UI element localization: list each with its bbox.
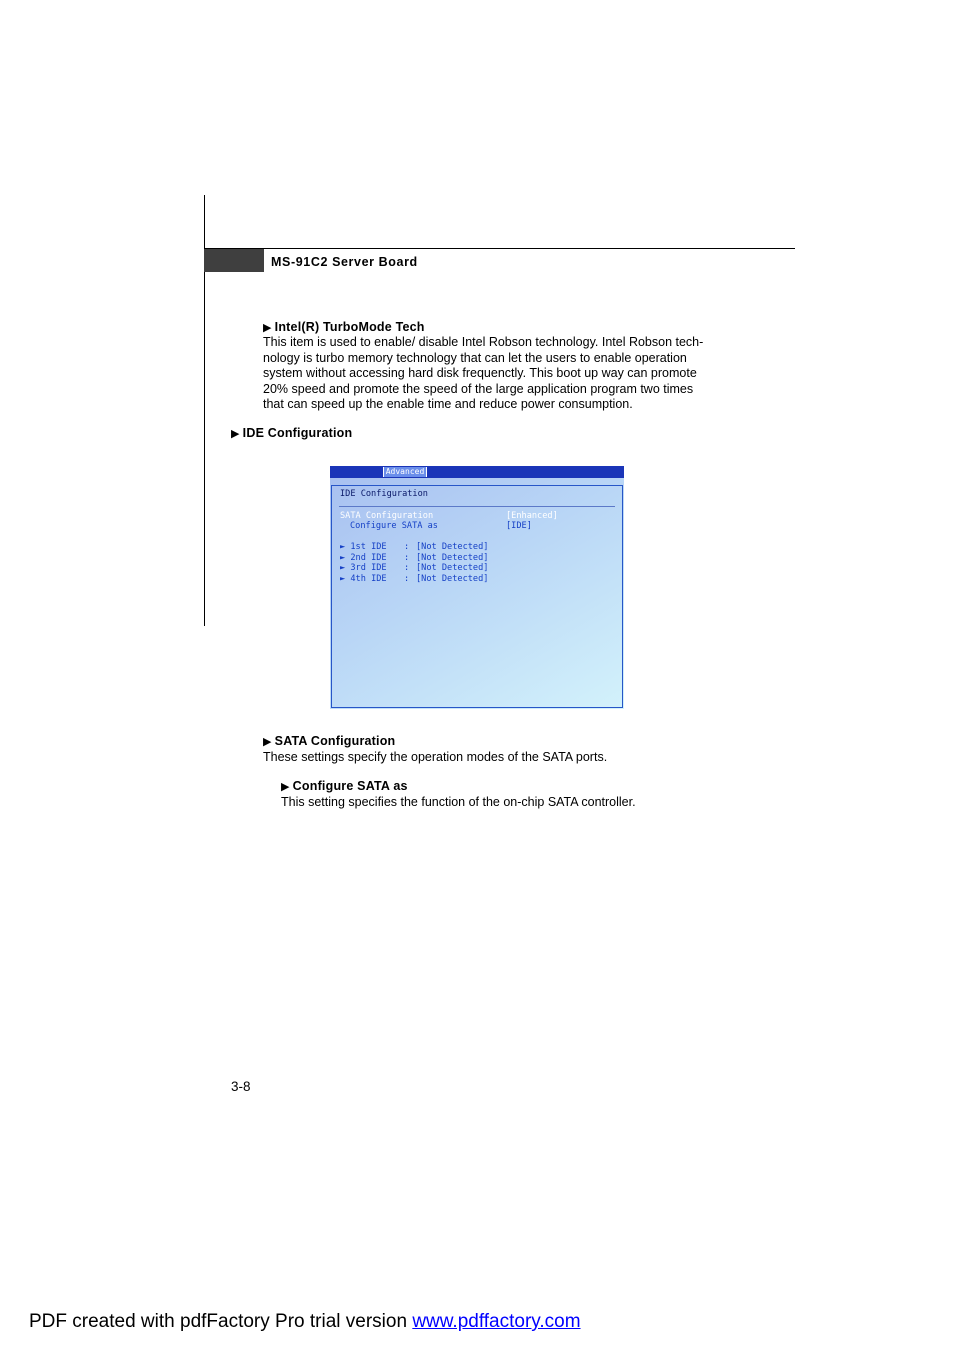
triangle-bullet-icon: ▶ <box>263 736 272 748</box>
submenu-arrow-icon: ► <box>340 563 346 573</box>
configure-sata-heading-text: Configure SATA as <box>292 779 408 793</box>
bios-ide-row <box>340 563 488 574</box>
triangle-bullet-icon: ▶ <box>263 322 272 334</box>
ide-configuration-heading-text: IDE Configuration <box>242 426 353 440</box>
ide-row-sep: : <box>404 563 410 573</box>
submenu-arrow-icon: ► <box>340 553 346 563</box>
header-rule <box>204 248 795 249</box>
turbomode-line-1: This item is used to enable/ disable Intel Robson technology. Intel Robson tech- <box>263 335 704 349</box>
bios-tab-advanced: Advanced <box>383 467 427 477</box>
ide-row-sep: : <box>404 553 410 563</box>
bios-item-configure-sata-as: Configure SATA as <box>350 521 438 531</box>
configure-sata-description: This setting specifies the function of the on-chip SATA controller. <box>281 795 636 809</box>
turbomode-line-4: 20% speed and promote the speed of the large application program two times <box>263 381 694 396</box>
chapter-tab-block <box>204 249 264 272</box>
turbomode-heading-text: Intel(R) TurboMode Tech <box>274 320 425 334</box>
page-number: 3-8 <box>231 1079 251 1094</box>
bios-panel-title: IDE Configuration <box>340 489 428 499</box>
sata-configuration-heading <box>263 734 395 748</box>
submenu-arrow-icon: ► <box>340 574 346 584</box>
ide-row-value: [Not Detected] <box>416 563 489 573</box>
pdf-footer-text: PDF created with pdfFactory Pro trial version <box>29 1311 413 1332</box>
submenu-arrow-icon: ► <box>340 542 346 552</box>
bios-ide-row <box>340 553 488 564</box>
bios-divider <box>339 506 615 507</box>
ide-row-sep: : <box>404 542 410 552</box>
turbomode-line-2: nology is turbo memory technology that can let the users to enable operation <box>263 350 687 365</box>
turbomode-heading <box>263 320 425 334</box>
bios-ide-row <box>340 574 488 585</box>
bios-ide-row <box>340 542 488 553</box>
configure-sata-heading <box>281 779 408 793</box>
bios-screenshot <box>330 466 624 709</box>
sata-configuration-heading-text: SATA Configuration <box>274 734 396 748</box>
pdf-footer <box>29 1311 581 1333</box>
ide-row-value: [Not Detected] <box>416 574 489 584</box>
triangle-bullet-icon: ▶ <box>231 428 240 440</box>
bios-item-sata-configuration: SATA Configuration <box>340 511 434 521</box>
header-title: MS-91C2 Server Board <box>271 255 418 269</box>
bios-value-sata-configuration: [Enhanced] <box>506 511 558 521</box>
turbomode-description <box>263 335 722 413</box>
turbomode-line-3: system without accessing hard disk frequenctly. This boot up way can promote <box>263 366 697 380</box>
ide-configuration-heading <box>231 426 352 440</box>
ide-row-label: 3rd IDE <box>350 563 387 573</box>
bios-menu-bar <box>330 466 624 478</box>
bios-value-configure-sata-as: [IDE] <box>506 521 532 531</box>
ide-row-label: 4th IDE <box>350 574 387 584</box>
turbomode-line-5: that can speed up the enable time and reduce power consumption. <box>263 397 633 411</box>
ide-row-label: 2nd IDE <box>350 553 387 563</box>
ide-row-sep: : <box>404 574 410 584</box>
sata-configuration-description: These settings specify the operation modes of the SATA ports. <box>263 750 608 764</box>
triangle-bullet-icon: ▶ <box>281 781 290 793</box>
ide-row-label: 1st IDE <box>350 542 387 552</box>
ide-row-value: [Not Detected] <box>416 542 489 552</box>
pdffactory-link[interactable]: www.pdffactory.com <box>412 1311 581 1332</box>
ide-row-value: [Not Detected] <box>416 553 489 563</box>
